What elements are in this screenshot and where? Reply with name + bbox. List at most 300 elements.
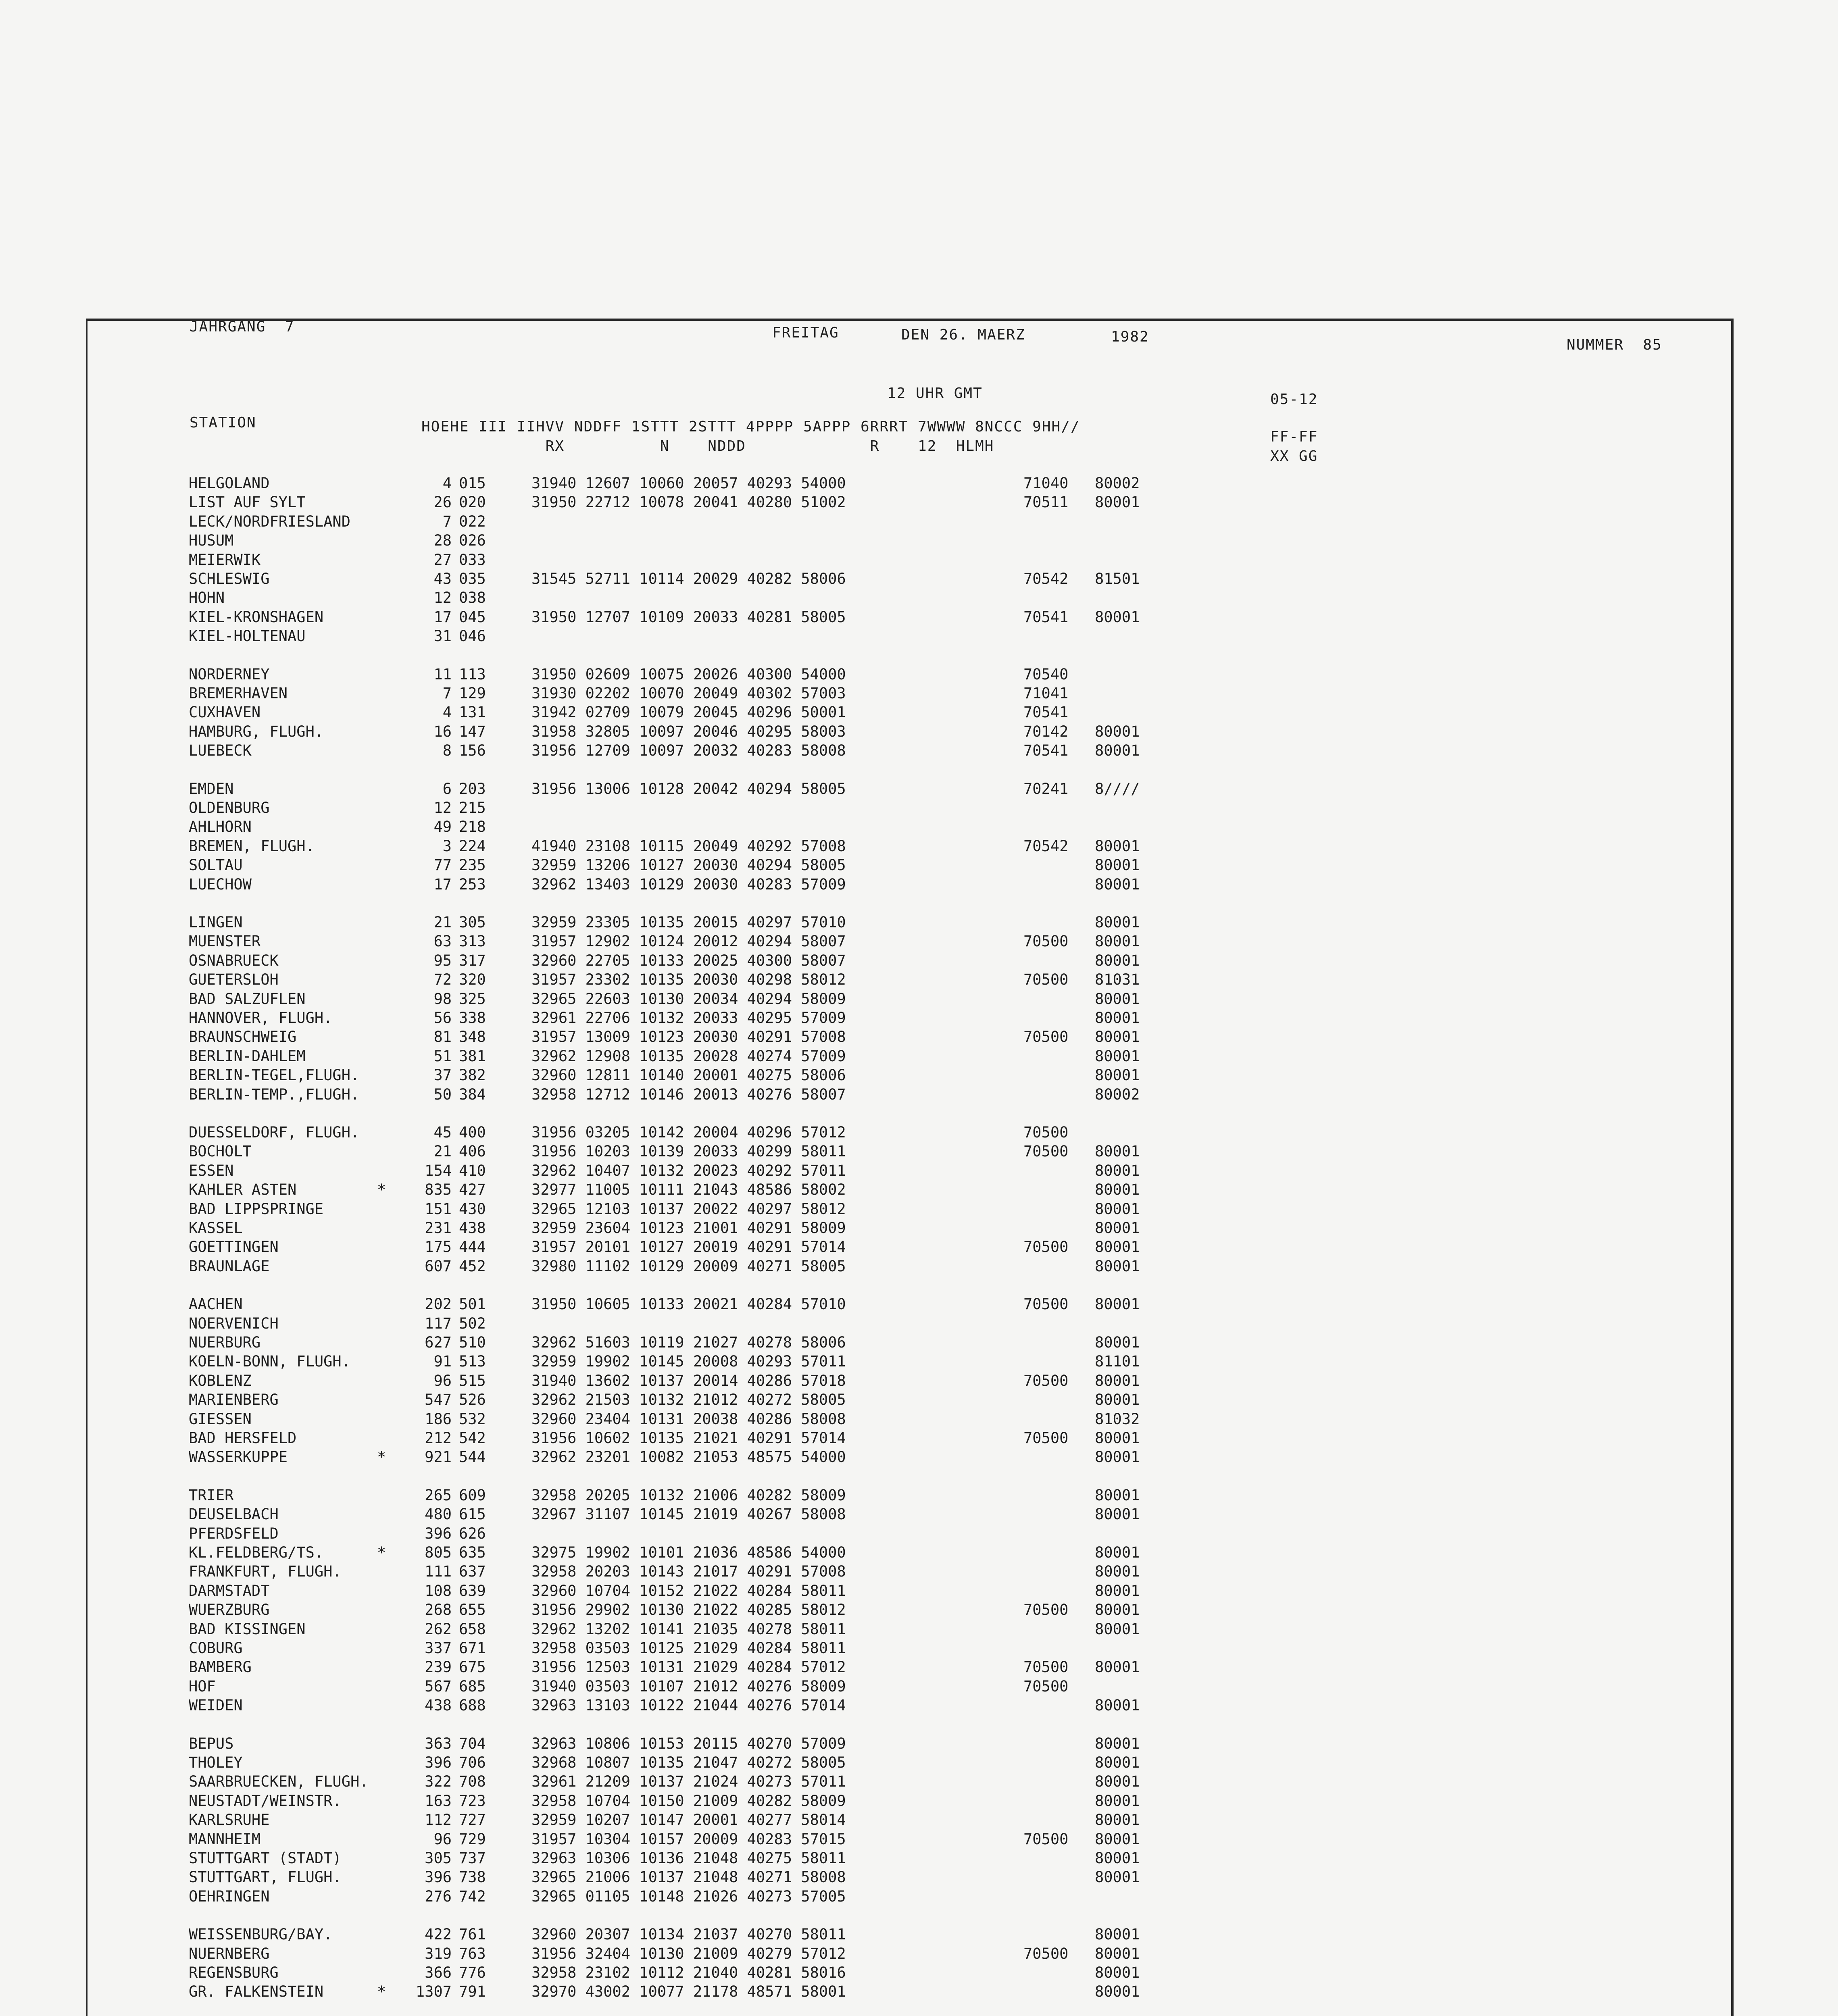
cloud-group: 80001: [1095, 1219, 1140, 1237]
cloud-group: 80001: [1095, 876, 1140, 893]
station-name: NEUSTADT/WEINSTR.: [189, 1792, 342, 1810]
synop-groups: 31940 03503 10107 21012 40276 58009: [531, 1678, 846, 1695]
station-id: 655: [459, 1601, 486, 1618]
station-height: 480: [425, 1506, 452, 1523]
station-height: 151: [425, 1200, 452, 1218]
station-id: 438: [459, 1219, 486, 1237]
synop-groups: 31930 02202 10070 20049 40302 57003: [531, 685, 846, 702]
station-name: KOELN-BONN, FLUGH.: [189, 1353, 350, 1370]
station-height: 265: [425, 1487, 452, 1504]
cloud-group: 80001: [1095, 1563, 1140, 1580]
station-name: REGENSBURG: [189, 1964, 279, 1981]
station-height: 21: [433, 1143, 452, 1160]
station-id: 635: [459, 1544, 486, 1561]
cloud-group: 80001: [1095, 990, 1140, 1008]
station-height: 11: [433, 666, 452, 683]
cloud-group: 80001: [1095, 1945, 1140, 1962]
station-name: STUTTGART, FLUGH.: [189, 1868, 342, 1886]
column-header-ff: FF-FF: [1270, 429, 1318, 445]
synop-groups: 32958 23102 10112 21040 40281 58016: [531, 1964, 846, 1981]
station-name: OEHRINGEN: [189, 1888, 270, 1905]
station-id: 384: [459, 1086, 486, 1103]
weather-group: 70500: [1023, 1678, 1069, 1695]
station-height: 186: [425, 1410, 452, 1428]
synop-groups: 32958 03503 10125 21029 40284 58011: [531, 1639, 846, 1657]
station-height: 8: [442, 742, 452, 759]
station-name: PFERDSFELD: [189, 1525, 279, 1542]
station-height: 4: [442, 475, 452, 492]
station-height: 835: [425, 1181, 452, 1198]
station-height: 4: [442, 704, 452, 721]
station-name: EMDEN: [189, 780, 234, 798]
synop-groups: 32959 10207 10147 20001 40277 58014: [531, 1811, 846, 1829]
station-height: 154: [425, 1162, 452, 1179]
station-height: 51: [433, 1048, 452, 1065]
station-id: 727: [459, 1811, 486, 1829]
mountain-marker: *: [377, 1544, 386, 1561]
station-height: 322: [425, 1773, 452, 1790]
station-name: HOF: [189, 1678, 216, 1695]
mountain-marker: *: [377, 1181, 386, 1198]
station-id: 325: [459, 990, 486, 1008]
synop-groups: 32962 10407 10132 20023 40292 57011: [531, 1162, 846, 1179]
date: DEN 26. MAERZ: [901, 327, 1025, 343]
station-id: 542: [459, 1429, 486, 1447]
synop-groups: 32970 43002 10077 21178 48571 58001: [531, 1983, 846, 2000]
station-id: 685: [459, 1678, 486, 1695]
station-height: 1307: [415, 1983, 452, 2000]
station-height: 262: [425, 1620, 452, 1638]
synop-groups: 32960 10704 10152 21022 40284 58011: [531, 1582, 846, 1599]
table-frame: [86, 319, 1734, 2016]
station-name: KOBLENZ: [189, 1372, 252, 1389]
synop-groups: 31950 02609 10075 20026 40300 54000: [531, 666, 846, 683]
station-height: 17: [433, 876, 452, 893]
station-name: COBURG: [189, 1639, 243, 1657]
station-name: AHLHORN: [189, 818, 252, 835]
station-name: ESSEN: [189, 1162, 234, 1179]
station-id: 452: [459, 1258, 486, 1275]
synop-groups: 32962 13403 10129 20030 40283 57009: [531, 876, 846, 893]
station-height: 50: [433, 1086, 452, 1103]
station-id: 637: [459, 1563, 486, 1580]
station-height: 396: [425, 1525, 452, 1542]
weather-group: 70500: [1023, 1945, 1069, 1962]
station-height: 607: [425, 1258, 452, 1275]
station-name: NORDERNEY: [189, 666, 270, 683]
station-height: 72: [433, 971, 452, 988]
cloud-group: 80001: [1095, 1697, 1140, 1714]
cloud-group: 80001: [1095, 1831, 1140, 1848]
weather-group: 70500: [1023, 1124, 1069, 1141]
column-header-station: STATION: [190, 414, 256, 431]
station-id: 215: [459, 799, 486, 816]
station-id: 513: [459, 1353, 486, 1370]
synop-groups: 32963 13103 10122 21044 40276 57014: [531, 1697, 846, 1714]
station-height: 96: [433, 1372, 452, 1389]
station-id: 738: [459, 1868, 486, 1886]
column-header-codes: HOEHE III IIHVV NDDFF 1STTT 2STTT 4PPPP 5APPP 6RRRT 7WWWW 8NCCC 9HH//: [421, 419, 1080, 435]
synop-groups: 31957 23302 10135 20030 40298 58012: [531, 971, 846, 988]
cloud-group: 80001: [1095, 1601, 1140, 1618]
station-height: 77: [433, 856, 452, 874]
synop-groups: 32965 21006 10137 21048 40271 58008: [531, 1868, 846, 1886]
cloud-group: 80001: [1095, 1983, 1140, 2000]
station-id: 708: [459, 1773, 486, 1790]
synop-groups: 32980 11102 10129 20009 40271 58005: [531, 1258, 846, 1275]
station-id: 544: [459, 1448, 486, 1466]
station-name: BAD HERSFELD: [189, 1429, 297, 1447]
station-name: HUSUM: [189, 532, 234, 549]
station-id: 305: [459, 914, 486, 931]
station-height: 45: [433, 1124, 452, 1141]
synop-groups: 32959 19902 10145 20008 40293 57011: [531, 1353, 846, 1370]
synop-groups: 31956 32404 10130 21009 40279 57012: [531, 1945, 846, 1962]
station-name: KIEL-HOLTENAU: [189, 627, 306, 645]
synop-groups: 31956 03205 10142 20004 40296 57012: [531, 1124, 846, 1141]
station-id: 033: [459, 551, 486, 569]
station-name: BERLIN-DAHLEM: [189, 1048, 306, 1065]
ff-range: 05-12: [1270, 391, 1318, 408]
station-id: 532: [459, 1410, 486, 1428]
station-name: LIST AUF SYLT: [189, 494, 306, 511]
cloud-group: 80001: [1095, 1620, 1140, 1638]
station-height: 43: [433, 570, 452, 587]
station-name: KASSEL: [189, 1219, 243, 1237]
station-height: 175: [425, 1238, 452, 1256]
station-height: 108: [425, 1582, 452, 1599]
synop-groups: 32960 12811 10140 20001 40275 58006: [531, 1066, 846, 1084]
station-name: OSNABRUECK: [189, 952, 279, 969]
synop-groups: 32962 13202 10141 21035 40278 58011: [531, 1620, 846, 1638]
station-id: 761: [459, 1926, 486, 1943]
station-name: GR. FALKENSTEIN: [189, 1983, 324, 2000]
synop-groups: 32958 10704 10150 21009 40282 58009: [531, 1792, 846, 1810]
station-height: 202: [425, 1295, 452, 1313]
station-height: 16: [433, 723, 452, 740]
cloud-group: 80001: [1095, 856, 1140, 874]
station-id: 113: [459, 666, 486, 683]
synop-groups: 32962 51603 10119 21027 40278 58006: [531, 1334, 846, 1351]
station-height: 422: [425, 1926, 452, 1943]
synop-groups: 32968 10807 10135 21047 40272 58005: [531, 1754, 846, 1771]
station-height: 7: [442, 685, 452, 702]
weather-group: 70541: [1023, 704, 1069, 721]
station-name: HAMBURG, FLUGH.: [189, 723, 324, 740]
station-name: THOLEY: [189, 1754, 243, 1771]
station-height: 28: [433, 532, 452, 549]
weather-group: 70500: [1023, 1295, 1069, 1313]
cloud-group: 80001: [1095, 1009, 1140, 1027]
station-id: 320: [459, 971, 486, 988]
cloud-group: 81501: [1095, 570, 1140, 587]
weather-group: 70500: [1023, 1429, 1069, 1447]
synop-groups: 32967 31107 10145 21019 40267 58008: [531, 1506, 846, 1523]
cloud-group: 80001: [1095, 837, 1140, 855]
station-id: 675: [459, 1658, 486, 1676]
weather-group: 70542: [1023, 570, 1069, 587]
station-name: WEIDEN: [189, 1697, 243, 1714]
station-height: 438: [425, 1697, 452, 1714]
cloud-group: 80001: [1095, 1735, 1140, 1752]
station-id: 444: [459, 1238, 486, 1256]
station-id: 742: [459, 1888, 486, 1905]
station-id: 729: [459, 1831, 486, 1848]
station-height: 276: [425, 1888, 452, 1905]
station-height: 56: [433, 1009, 452, 1027]
cloud-group: 80001: [1095, 914, 1140, 931]
station-id: 763: [459, 1945, 486, 1962]
station-height: 231: [425, 1219, 452, 1237]
station-name: DARMSTADT: [189, 1582, 270, 1599]
synop-groups: 31956 10203 10139 20033 40299 58011: [531, 1143, 846, 1160]
station-name: DEUSELBACH: [189, 1506, 279, 1523]
cloud-group: 80001: [1095, 608, 1140, 626]
station-height: 567: [425, 1678, 452, 1695]
station-name: BAD KISSINGEN: [189, 1620, 306, 1638]
cloud-group: 80001: [1095, 1448, 1140, 1466]
station-height: 21: [433, 914, 452, 931]
station-name: MARIENBERG: [189, 1391, 279, 1408]
synop-groups: 32975 19902 10101 21036 48586 54000: [531, 1544, 846, 1561]
station-name: FRANKFURT, FLUGH.: [189, 1563, 342, 1580]
weather-group: 71040: [1023, 475, 1069, 492]
cloud-group: 80001: [1095, 1582, 1140, 1599]
station-id: 406: [459, 1143, 486, 1160]
station-height: 337: [425, 1639, 452, 1657]
station-id: 639: [459, 1582, 486, 1599]
station-name: SCHLESWIG: [189, 570, 270, 587]
station-name: GOETTINGEN: [189, 1238, 279, 1256]
station-id: 502: [459, 1315, 486, 1332]
issue-number: NUMMER 85: [1567, 337, 1662, 353]
synop-groups: 32958 20203 10143 21017 40291 57008: [531, 1563, 846, 1580]
station-name: BRAUNLAGE: [189, 1258, 270, 1275]
station-name: BREMEN, FLUGH.: [189, 837, 315, 855]
station-name: MEIERWIK: [189, 551, 261, 569]
synop-groups: 32961 21209 10137 21024 40273 57011: [531, 1773, 846, 1790]
station-name: KIEL-KRONSHAGEN: [189, 608, 324, 626]
station-name: NUERNBERG: [189, 1945, 270, 1962]
synop-groups: 32963 10806 10153 20115 40270 57009: [531, 1735, 846, 1752]
station-name: LECK/NORDFRIESLAND: [189, 513, 350, 530]
station-height: 26: [433, 494, 452, 511]
weather-group: 70500: [1023, 933, 1069, 950]
station-height: 111: [425, 1563, 452, 1580]
cloud-group: 80001: [1095, 1868, 1140, 1886]
synop-groups: 41940 23108 10115 20049 40292 57008: [531, 837, 846, 855]
station-height: 6: [442, 780, 452, 798]
synop-groups: 32962 12908 10135 20028 40274 57009: [531, 1048, 846, 1065]
station-name: SAARBRUECKEN, FLUGH.: [189, 1773, 369, 1790]
weather-group: 70500: [1023, 1238, 1069, 1256]
synop-groups: 31950 10605 10133 20021 40284 57010: [531, 1295, 846, 1313]
weekday: FREITAG: [772, 325, 839, 341]
synop-groups: 32960 20307 10134 21037 40270 58011: [531, 1926, 846, 1943]
station-id: 688: [459, 1697, 486, 1714]
cloud-group: 80001: [1095, 742, 1140, 759]
cloud-group: 80001: [1095, 1544, 1140, 1561]
station-name: HOHN: [189, 589, 225, 606]
station-height: 12: [433, 589, 452, 606]
synop-groups: 31957 12902 10124 20012 40294 58007: [531, 933, 846, 950]
station-name: GIESSEN: [189, 1410, 252, 1428]
station-name: LINGEN: [189, 914, 243, 931]
weather-group: 70542: [1023, 837, 1069, 855]
station-id: 203: [459, 780, 486, 798]
cloud-group: 81032: [1095, 1410, 1140, 1428]
synop-groups: 31957 20101 10127 20019 40291 57014: [531, 1238, 846, 1256]
synop-groups: 32959 23604 10123 21001 40291 58009: [531, 1219, 846, 1237]
station-height: 7: [442, 513, 452, 530]
synop-groups: 31957 13009 10123 20030 40291 57008: [531, 1028, 846, 1045]
station-id: 317: [459, 952, 486, 969]
mountain-marker: *: [377, 1448, 386, 1466]
weather-group: 70142: [1023, 723, 1069, 740]
station-height: 96: [433, 1831, 452, 1848]
cloud-group: 81101: [1095, 1353, 1140, 1370]
station-name: WUERZBURG: [189, 1601, 270, 1618]
cloud-group: 80001: [1095, 1429, 1140, 1447]
station-id: 526: [459, 1391, 486, 1408]
station-height: 3: [442, 837, 452, 855]
weather-group: 70500: [1023, 1028, 1069, 1045]
station-name: NOERVENICH: [189, 1315, 279, 1332]
station-id: 046: [459, 627, 486, 645]
station-height: 805: [425, 1544, 452, 1561]
weather-group: 70541: [1023, 742, 1069, 759]
cloud-group: 80001: [1095, 933, 1140, 950]
station-height: 12: [433, 799, 452, 816]
synop-groups: 32960 23404 10131 20038 40286 58008: [531, 1410, 846, 1428]
station-name: BAD LIPPSPRINGE: [189, 1200, 324, 1218]
station-height: 547: [425, 1391, 452, 1408]
station-id: 400: [459, 1124, 486, 1141]
station-height: 98: [433, 990, 452, 1008]
cloud-group: 8////: [1095, 780, 1140, 798]
column-header-ff-sub: XX GG: [1270, 448, 1318, 464]
synop-groups: 31956 12709 10097 20032 40283 58008: [531, 742, 846, 759]
station-name: AACHEN: [189, 1295, 243, 1313]
synop-groups: 32961 22706 10132 20033 40295 57009: [531, 1009, 846, 1027]
synop-groups: 32958 12712 10146 20013 40276 58007: [531, 1086, 846, 1103]
station-name: LUEBECK: [189, 742, 252, 759]
station-name: STUTTGART (STADT): [189, 1849, 342, 1867]
synop-groups: 31942 02709 10079 20045 40296 50001: [531, 704, 846, 721]
cloud-group: 80001: [1095, 1773, 1140, 1790]
cloud-group: 80001: [1095, 1754, 1140, 1771]
cloud-group: 80001: [1095, 1028, 1140, 1045]
weather-group: 70500: [1023, 1143, 1069, 1160]
station-height: 27: [433, 551, 452, 569]
station-name: BERLIN-TEGEL,FLUGH.: [189, 1066, 360, 1084]
station-name: MUENSTER: [189, 933, 261, 950]
station-id: 723: [459, 1792, 486, 1810]
station-name: OLDENBURG: [189, 799, 270, 816]
station-id: 410: [459, 1162, 486, 1179]
station-id: 381: [459, 1048, 486, 1065]
station-height: 305: [425, 1849, 452, 1867]
synop-groups: 31956 13006 10128 20042 40294 58005: [531, 780, 846, 798]
synop-groups: 31956 29902 10130 21022 40285 58012: [531, 1601, 846, 1618]
cloud-group: 81031: [1095, 971, 1140, 988]
station-height: 268: [425, 1601, 452, 1618]
station-id: 218: [459, 818, 486, 835]
station-name: KARLSRUHE: [189, 1811, 270, 1829]
station-id: 338: [459, 1009, 486, 1027]
cloud-group: 80001: [1095, 1162, 1140, 1179]
station-name: BERLIN-TEMP.,FLUGH.: [189, 1086, 360, 1103]
cloud-group: 80002: [1095, 1086, 1140, 1103]
station-id: 022: [459, 513, 486, 530]
station-height: 239: [425, 1658, 452, 1676]
synop-groups: 31958 32805 10097 20046 40295 58003: [531, 723, 846, 740]
station-name: HANNOVER, FLUGH.: [189, 1009, 333, 1027]
cloud-group: 80001: [1095, 1964, 1140, 1981]
synop-groups: 32962 21503 10132 21012 40272 58005: [531, 1391, 846, 1408]
weather-group: 70500: [1023, 971, 1069, 988]
station-id: 313: [459, 933, 486, 950]
cloud-group: 80001: [1095, 1487, 1140, 1504]
cloud-group: 80001: [1095, 723, 1140, 740]
station-name: HELGOLAND: [189, 475, 270, 492]
station-name: SOLTAU: [189, 856, 243, 874]
cloud-group: 80001: [1095, 1792, 1140, 1810]
station-name: NUERBURG: [189, 1334, 261, 1351]
cloud-group: 80001: [1095, 1066, 1140, 1084]
station-id: 035: [459, 570, 486, 587]
station-id: 515: [459, 1372, 486, 1389]
station-id: 026: [459, 532, 486, 549]
weather-group: 71041: [1023, 685, 1069, 702]
station-name: WASSERKUPPE: [189, 1448, 288, 1466]
volume-label: JAHRGANG 7: [190, 319, 295, 335]
station-id: 129: [459, 685, 486, 702]
weather-group: 70241: [1023, 780, 1069, 798]
station-id: 510: [459, 1334, 486, 1351]
weather-group: 70540: [1023, 666, 1069, 683]
station-height: 363: [425, 1735, 452, 1752]
cloud-group: 80001: [1095, 1334, 1140, 1351]
station-height: 212: [425, 1429, 452, 1447]
station-height: 163: [425, 1792, 452, 1810]
observation-time: 12 UHR GMT: [887, 385, 983, 402]
synop-groups: 32965 01105 10148 21026 40273 57005: [531, 1888, 846, 1905]
station-id: 737: [459, 1849, 486, 1867]
synop-groups: 31956 10602 10135 21021 40291 57014: [531, 1429, 846, 1447]
station-name: LUECHOW: [189, 876, 252, 893]
station-height: 95: [433, 952, 452, 969]
station-id: 156: [459, 742, 486, 759]
station-height: 17: [433, 608, 452, 626]
station-id: 382: [459, 1066, 486, 1084]
synop-groups: 31957 10304 10157 20009 40283 57015: [531, 1831, 846, 1848]
mountain-marker: *: [377, 1983, 386, 2000]
synop-groups: 31940 12607 10060 20057 40293 54000: [531, 475, 846, 492]
station-id: 776: [459, 1964, 486, 1981]
station-id: 147: [459, 723, 486, 740]
station-height: 396: [425, 1868, 452, 1886]
station-height: 921: [425, 1448, 452, 1466]
station-name: DUESSELDORF, FLUGH.: [189, 1124, 360, 1141]
synop-groups: 32977 11005 10111 21043 48586 58002: [531, 1181, 846, 1198]
station-name: MANNHEIM: [189, 1831, 261, 1848]
station-name: GUETERSLOH: [189, 971, 279, 988]
cloud-group: 80002: [1095, 475, 1140, 492]
station-height: 117: [425, 1315, 452, 1332]
station-height: 396: [425, 1754, 452, 1771]
station-id: 706: [459, 1754, 486, 1771]
